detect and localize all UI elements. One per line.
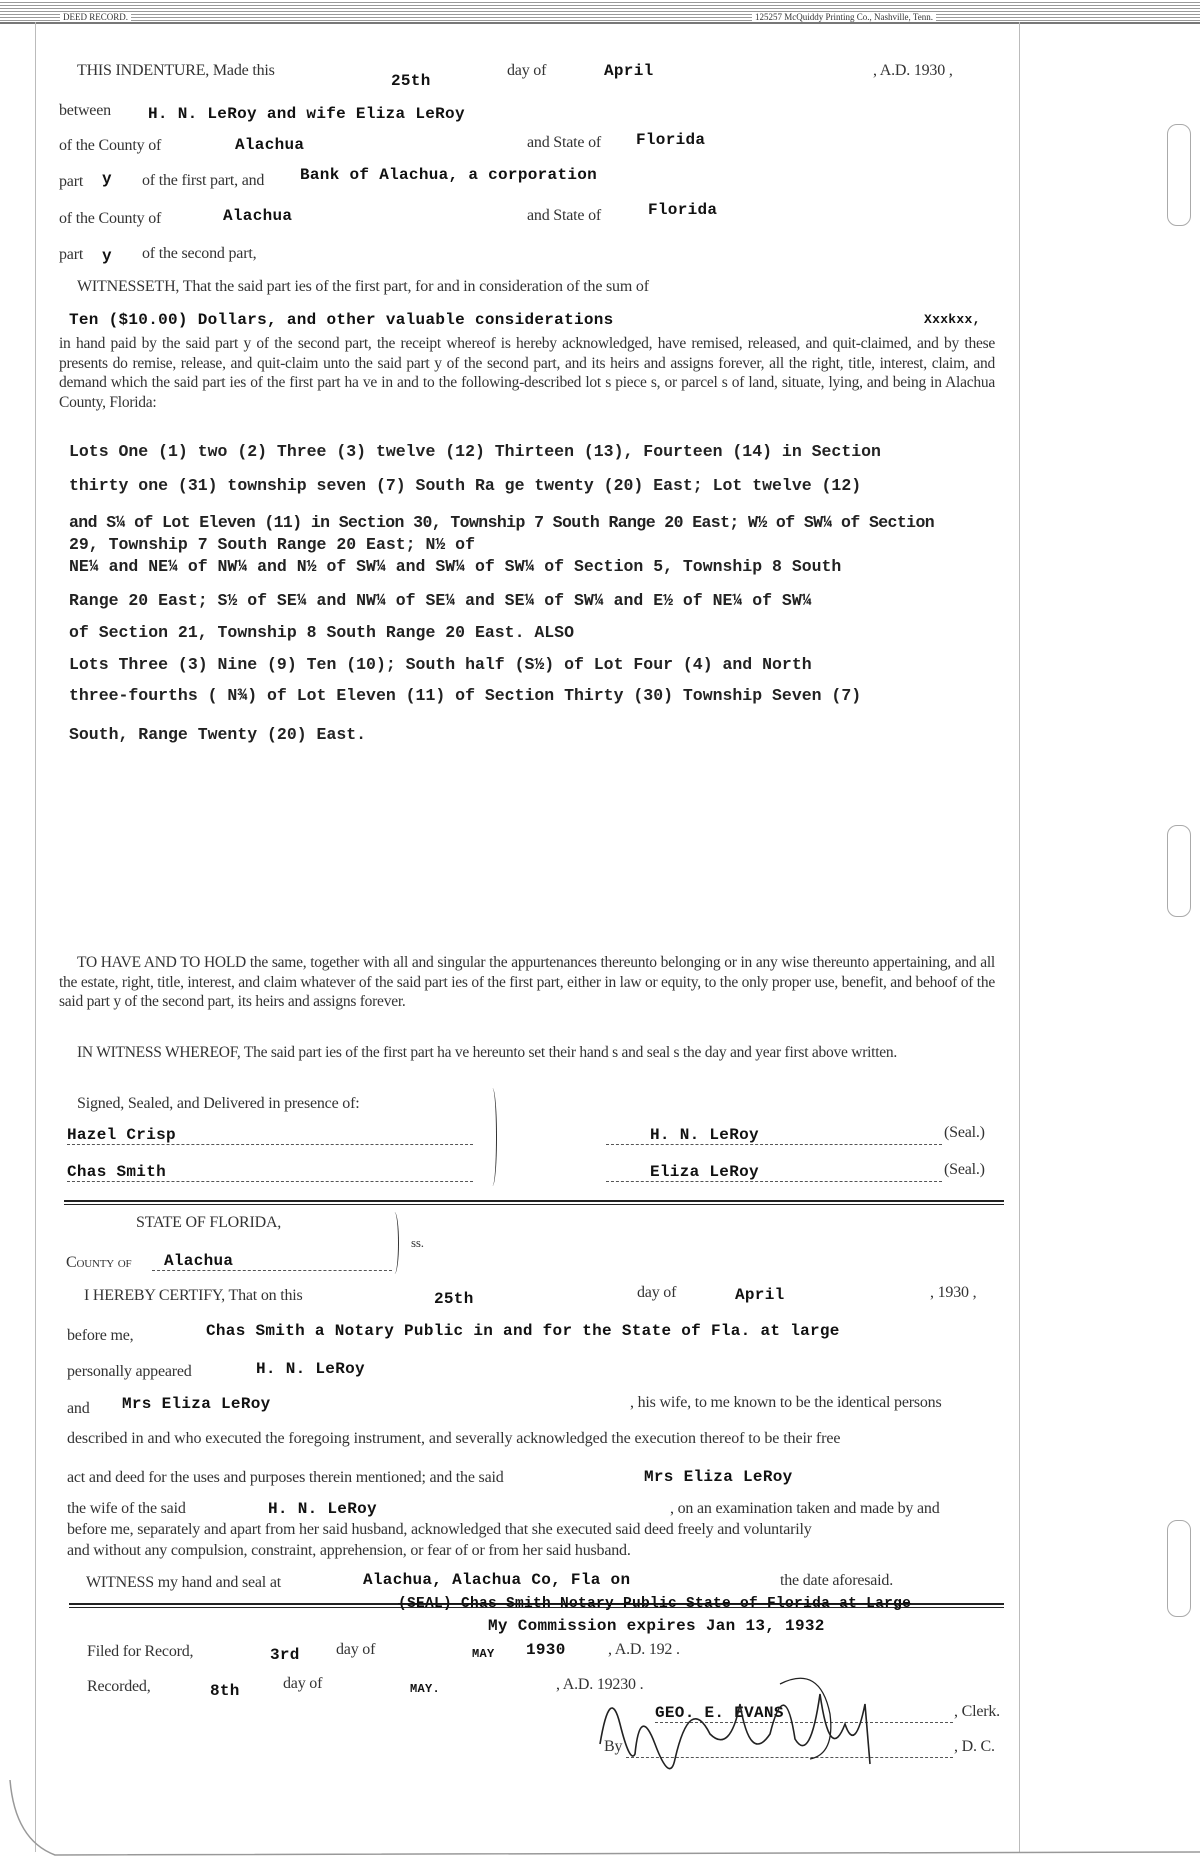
day-of-label: day of (637, 1284, 677, 1301)
left-border (35, 22, 36, 1852)
page-header-band (0, 0, 1200, 24)
testimonium-paragraph: IN WITNESS WHEREOF, The said part ies of the first part ha ve hereunto set their hand s and seal s the day and year first above written. (77, 1044, 898, 1061)
dc-suffix: , D. C. (954, 1738, 995, 1755)
signature-brace (488, 1088, 497, 1186)
notary-officer: Chas Smith a Notary Public in and for the State of Fla. at large (206, 1322, 840, 1340)
grantor-signature: Eliza LeRoy (606, 1163, 942, 1182)
state-label: and State of (527, 207, 602, 224)
printer-imprint: 125257 McQuiddy Printing Co., Nashville, Tenn. (752, 12, 936, 22)
presence-label: Signed, Sealed, and Delivered in presence of: (77, 1095, 360, 1112)
grantee-county: Alachua (223, 207, 293, 225)
without-text: and without any compulsion, constraint, apprehension, or fear of or from her said husband. (67, 1542, 631, 1559)
filed-label: Filed for Record, (87, 1643, 194, 1660)
legal-description-line: and S¼ of Lot Eleven (11) in Section 30, Township 7 South Range 20 East; W½ of SW¼ of Section (69, 513, 935, 532)
filed-day: 3rd (270, 1646, 300, 1664)
ack-month: April (735, 1286, 785, 1304)
day-of-label: day of (336, 1641, 376, 1658)
witness-place: Alachua, Alachua Co, Fla on (363, 1571, 631, 1589)
grantor-county: Alachua (235, 136, 305, 154)
ack-county: Alachua (152, 1252, 392, 1271)
indenture-month: April (604, 62, 654, 80)
husband-name: H. N. LeRoy (268, 1500, 377, 1518)
county-label: of the County of (59, 210, 162, 227)
grantee-state: Florida (648, 201, 718, 219)
between-label: between (59, 102, 111, 119)
seal-label: (Seal.) (944, 1124, 985, 1141)
by-label: By (604, 1738, 623, 1755)
state-heading: STATE OF FLORIDA, (136, 1214, 282, 1231)
witness-signature: Chas Smith (67, 1163, 473, 1182)
second-part-label: of the second part, (142, 245, 257, 262)
clerk-name: GEO. E. EVANS (655, 1704, 953, 1723)
recorded-label: Recorded, (87, 1678, 151, 1695)
recorded-day: 8th (210, 1682, 240, 1700)
exam-text: , on an examination taken and made by and (670, 1500, 940, 1517)
notary-seal-stamp: (SEAL) Chas Smith Notary Public State of Florida at Large (398, 1596, 912, 1612)
conveyance-paragraph: in hand paid by the said part y of the second part, the receipt whereof is hereby acknowledged, have remised, released, and quit-claimed, and by these presents do remise, release, and quit-claim unto the said part y of the second part, and its heirs and assigns forever, all the right, title, interest, claim, and demand which the said part ies of the first part ha ve in and to the following-described lot s piece s, or parcel s of land, situate, lying, and being in Alachua County, Florida: (59, 335, 995, 411)
binder-hole (1167, 124, 1191, 226)
date-aforesaid: the date aforesaid. (780, 1572, 894, 1589)
appeared-label: personally appeared (67, 1363, 192, 1380)
witnesseth-line: WITNESSETH, That the said part ies of the first part, for and in consideration of the sum of (77, 278, 649, 295)
filed-month: MAY (472, 1647, 495, 1661)
ack-year: , 1930 , (930, 1284, 977, 1301)
part-label: part (59, 173, 84, 190)
day-of-label: day of (507, 62, 547, 79)
legal-description-line: thirty one (31) township seven (7) South Ra ge twenty (20) East; Lot twelve (12) (69, 476, 862, 495)
indenture-label: THIS INDENTURE, Made this (77, 62, 275, 79)
legal-description-line: 29, Township 7 South Range 20 East; N½ of (69, 535, 475, 554)
part-suffix: y (102, 170, 112, 188)
and-label: and (67, 1400, 90, 1417)
indenture-day: 25th (391, 72, 431, 90)
before-me-label: before me, (67, 1327, 134, 1344)
consideration: Ten ($10.00) Dollars, and other valuable considerations (69, 311, 614, 329)
legal-description-line: Range 20 East; S½ of SE¼ and NW¼ of SE¼ and SE¼ of SW¼ and E½ of NE¼ of SW¼ (69, 591, 812, 610)
right-border (1019, 22, 1020, 1852)
person-1: H. N. LeRoy (256, 1360, 365, 1378)
witness-label: WITNESS my hand and seal at (86, 1574, 281, 1591)
habendum-paragraph: TO HAVE AND TO HOLD the same, together with all and singular the appurtenances thereunto belonging or in any wise thereunto appertaining, and all the estate, right, title, interest, and claim whatever of the said part ies of the first part, either in law or equity, to the only proper use, benefit, and behoof of the said part y of the second part, its heirs and assigns forever. (59, 954, 995, 1010)
legal-description-line: Lots Three (3) Nine (9) Ten (10); South half (S½) of Lot Four (4) and North (69, 655, 812, 674)
binder-hole (1167, 825, 1191, 917)
grantors: H. N. LeRoy and wife Eliza LeRoy (148, 105, 465, 123)
county-label: County of (66, 1254, 132, 1271)
page-curl-edge (0, 1780, 1200, 1860)
filed-ad: , A.D. 192 . (608, 1641, 680, 1658)
act-deed-text: act and deed for the uses and purposes therein mentioned; and the said (67, 1469, 504, 1486)
filed-year: 1930 (526, 1641, 566, 1659)
first-part-label: of the first part, and (142, 172, 265, 189)
wife-text: , his wife, to me known to be the identical persons (630, 1394, 942, 1411)
legal-description-line: South, Range Twenty (20) East. (69, 725, 367, 744)
person-2: Mrs Eliza LeRoy (122, 1395, 271, 1413)
section-divider (64, 1200, 1004, 1205)
grantor-state: Florida (636, 131, 706, 149)
recorded-month: MAY. (410, 1682, 441, 1696)
witness-signature: Hazel Crisp (67, 1126, 473, 1145)
deed-record-label: DEED RECORD. (60, 12, 131, 22)
ack-day: 25th (434, 1290, 474, 1308)
grantee: Bank of Alachua, a corporation (300, 166, 598, 184)
ss-label: ss. (411, 1235, 424, 1250)
legal-description-line: NE¼ and NE¼ of NW¼ and N½ of SW¼ and SW¼ of SW¼ of Section 5, Township 8 South (69, 557, 842, 576)
separately-text: before me, separately and apart from her said husband, acknowledged that she executed said deed freely and voluntarily (67, 1521, 812, 1538)
day-of-label: day of (283, 1675, 323, 1692)
commission-expiry: My Commission expires Jan 13, 1932 (488, 1617, 825, 1635)
legal-description-line: of Section 21, Township 8 South Range 20 East. ALSO (69, 623, 574, 642)
struck-text: Xxxkxx, (924, 312, 981, 327)
grantor-signature: H. N. LeRoy (606, 1126, 942, 1145)
recorded-ad: , A.D. 19230 . (556, 1676, 644, 1693)
county-label: of the County of (59, 137, 162, 154)
described-text: described in and who executed the foregoing instrument, and severally acknowledged the execution thereof to be their free (67, 1430, 841, 1447)
binder-hole (1167, 1520, 1191, 1617)
certify-label: I HEREBY CERTIFY, That on this (84, 1287, 303, 1304)
wife-name: Mrs Eliza LeRoy (644, 1468, 793, 1486)
part-label: part (59, 246, 84, 263)
seal-label: (Seal.) (944, 1161, 985, 1178)
legal-description-line: three-fourths ( N¾) of Lot Eleven (11) of Section Thirty (30) Township Seven (7) (69, 686, 862, 705)
state-label: and State of (527, 134, 602, 151)
legal-description-line: Lots One (1) two (2) Three (3) twelve (12) Thirteen (13), Fourteen (14) in Section (69, 442, 881, 461)
wife-of-label: the wife of the said (67, 1500, 186, 1517)
deputy-clerk-signature (580, 1664, 900, 1784)
part-suffix: y (102, 247, 112, 265)
clerk-suffix: , Clerk. (954, 1703, 1000, 1720)
indenture-year: , A.D. 1930 , (873, 62, 953, 79)
